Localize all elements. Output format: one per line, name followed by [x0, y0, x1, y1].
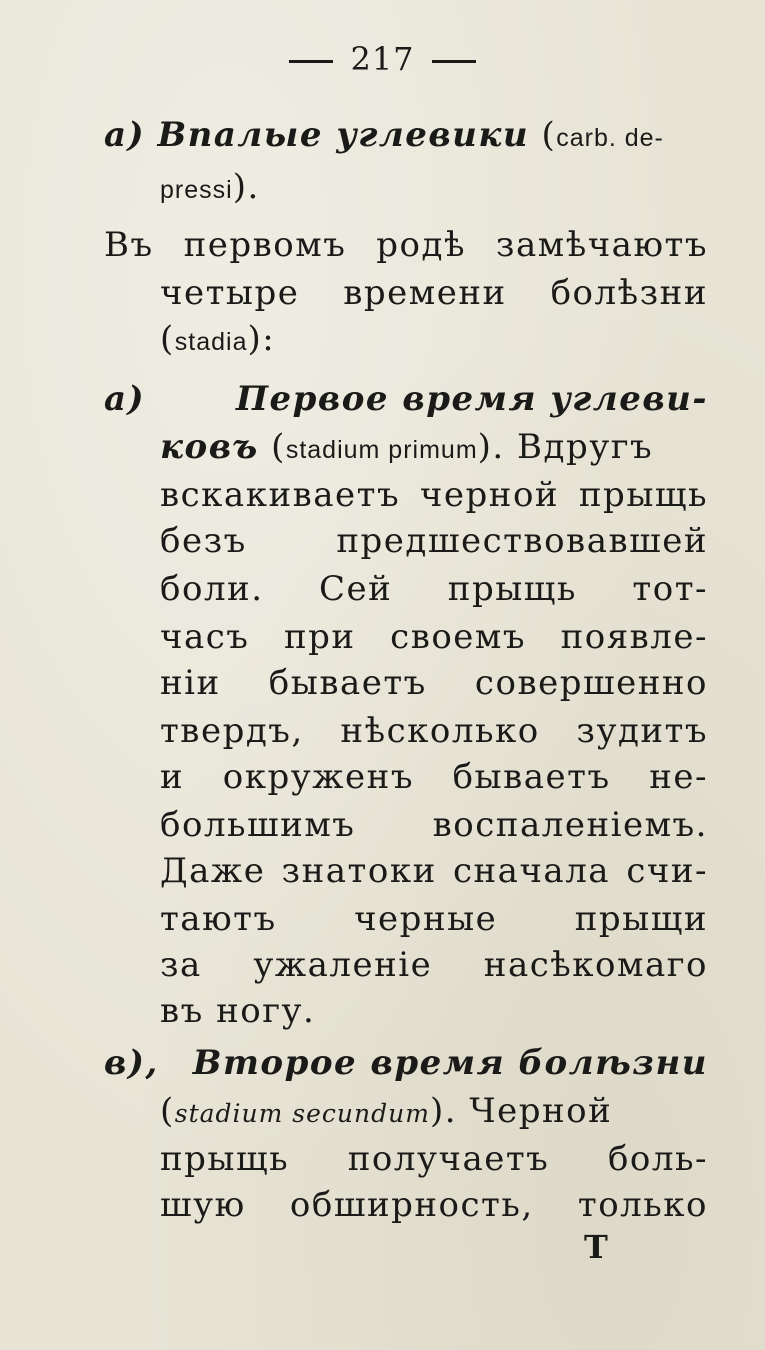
header-rule-right: [432, 60, 476, 63]
latin-term: carb. de-: [556, 124, 664, 152]
paren-open: (: [160, 1091, 175, 1131]
section-heading: Второе время болѣзни: [192, 1043, 708, 1083]
list-marker: а): [104, 115, 146, 155]
page-header: [0, 40, 765, 78]
paren-open: (: [271, 427, 286, 467]
text-line: [104, 115, 708, 155]
text-line: вскакиваетъ черной прыщь: [160, 475, 708, 515]
header-rule-left: [289, 60, 333, 63]
latin-term: stadium primum: [285, 436, 478, 464]
text-line: [160, 319, 276, 359]
text-line: и окруженъ бываетъ не-: [160, 757, 708, 797]
paren-open: (: [160, 319, 175, 359]
text-line: [160, 167, 260, 207]
text-line: прыщь получаетъ боль-: [160, 1139, 708, 1179]
paren-close: ). Вдругъ: [477, 427, 654, 467]
text-line: [160, 1091, 708, 1131]
page-number: 217: [350, 40, 415, 78]
text-line: ніи бываетъ совершенно: [160, 663, 708, 703]
text-line: [104, 379, 708, 419]
latin-term: stadia: [174, 328, 248, 356]
text-line: четыре времени болѣзни: [160, 273, 708, 313]
paren-close: ).: [232, 167, 260, 207]
text-line: боли. Сей прыщь тот-: [160, 569, 708, 609]
list-marker: в),: [104, 1043, 159, 1083]
text-line: большимъ воспаленіемъ.: [160, 805, 708, 845]
text-line: [160, 427, 708, 467]
section-heading: ковъ: [160, 427, 259, 467]
text-line: въ ногу.: [160, 991, 316, 1031]
paren-open: (: [541, 115, 557, 155]
text-line: безъ предшествовавшей: [160, 521, 708, 561]
latin-term: pressi: [160, 176, 233, 204]
text-line: Даже знатоки сначала счи-: [160, 851, 708, 891]
latin-term: stadium secundum: [174, 1099, 430, 1128]
list-marker: а): [104, 379, 146, 419]
paren-close: ):: [247, 319, 276, 359]
text-line: [104, 1043, 708, 1083]
signature-mark: Т: [584, 1228, 608, 1266]
text-line: шую обширность, только: [160, 1185, 708, 1225]
text-line: за ужаленіе насѣкомаго: [160, 945, 708, 985]
section-heading: Впалые углевики: [157, 115, 530, 155]
paren-close: ). Черной: [429, 1091, 613, 1131]
text-line: часъ при своемъ появле-: [160, 617, 708, 657]
text-line: таютъ черные прыщи: [160, 899, 708, 939]
section-heading: Первое время углеви-: [235, 379, 708, 419]
text-line: твердъ, нѣсколько зудитъ: [160, 711, 708, 751]
text-line: Въ первомъ родѣ замѣчаютъ: [104, 225, 708, 265]
